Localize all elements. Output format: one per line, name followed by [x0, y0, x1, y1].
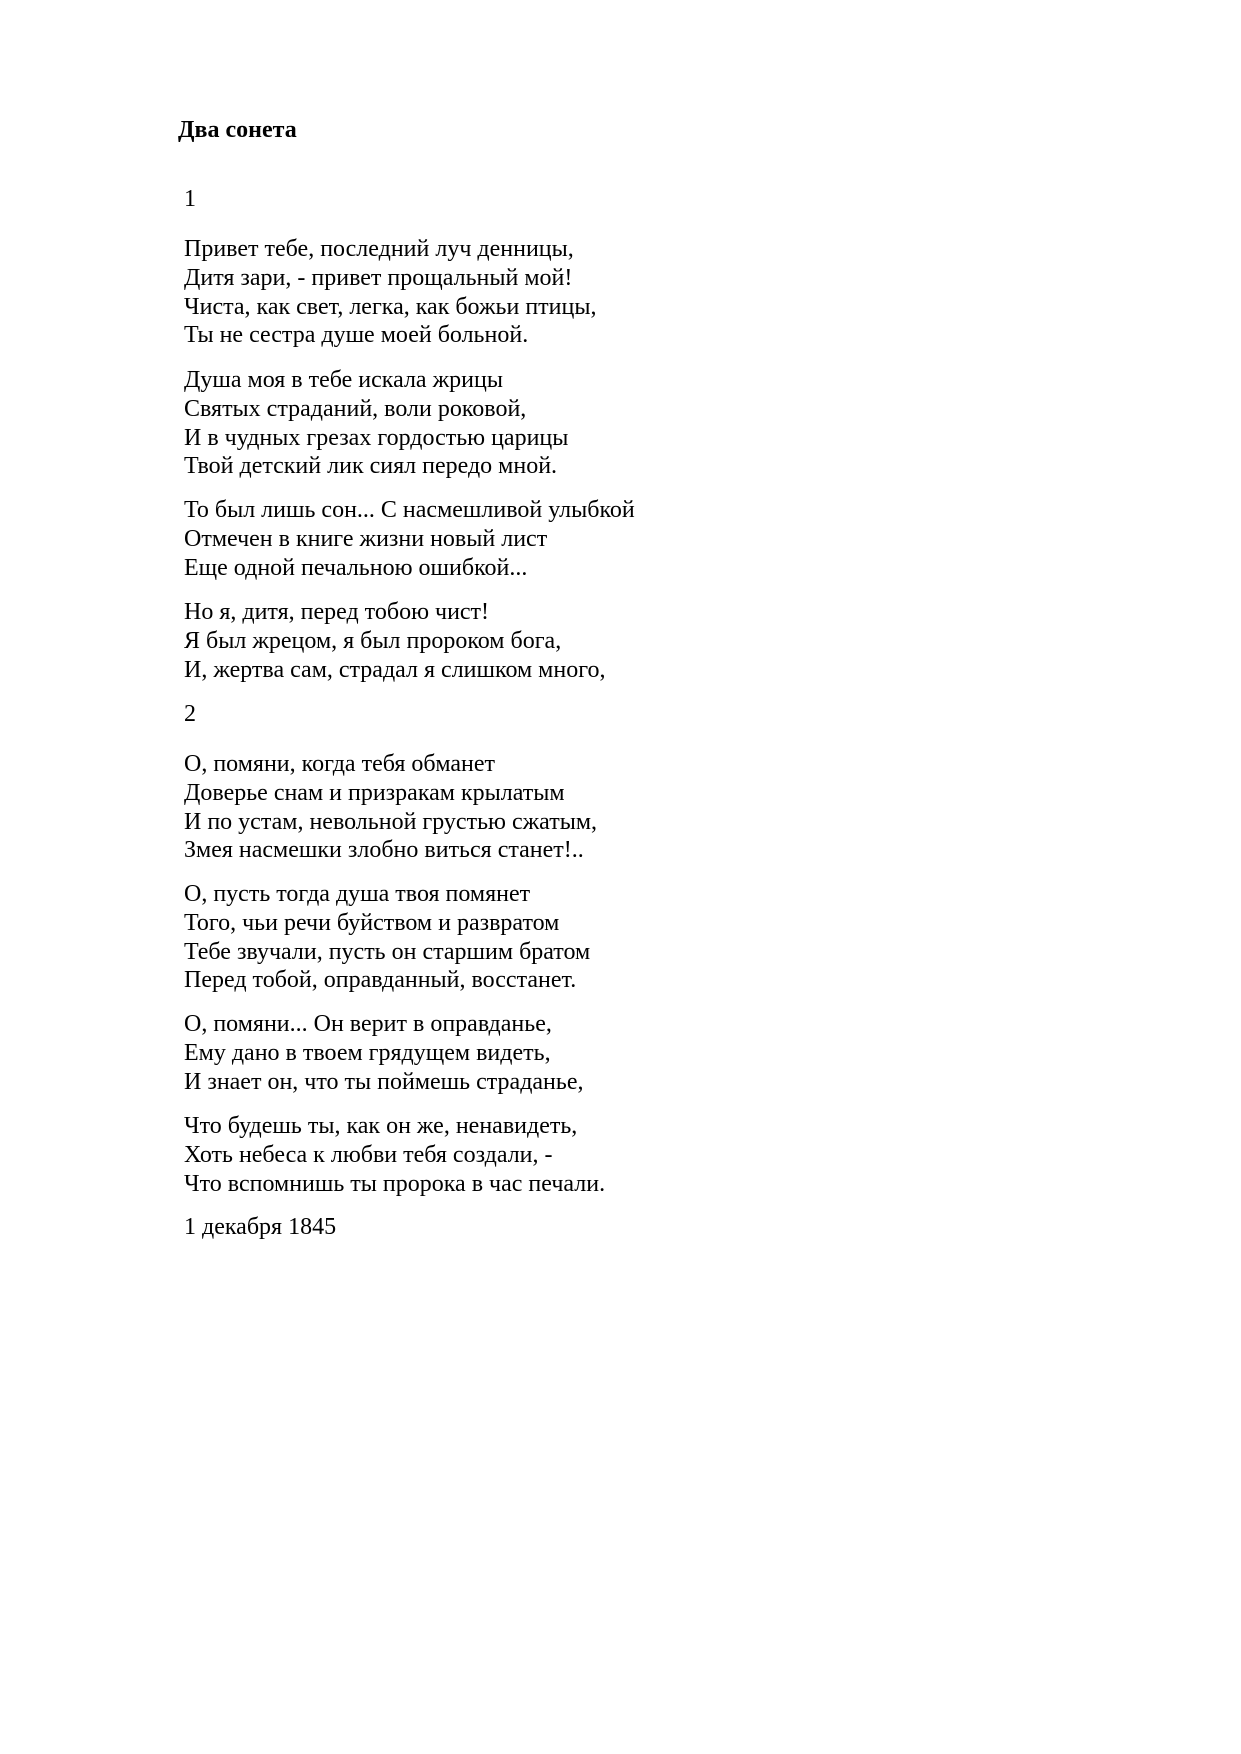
verse-line: Еще одной печальною ошибкой... [184, 554, 528, 581]
sonnet-2-stanza-1 [184, 750, 597, 865]
verse-line: Тебе звучали, пусть он старшим братом [184, 938, 591, 965]
verse-line: То был лишь сон... С насмешливой улыбкой [184, 497, 635, 523]
verse-line: Что вспомнишь ты пророка в час печали. [184, 1170, 606, 1197]
sonnet-2-stanza-3 [184, 1010, 584, 1096]
verse-line: Я был жрецом, я был пророком бога, [184, 627, 562, 654]
verse-line: Ты не сестра душе моей больной. [184, 322, 529, 349]
verse-line: Дитя зари, - привет прощальный мой! [184, 264, 573, 291]
sonnet-1-number: 1 [184, 186, 196, 212]
verse-line: Отмечен в книге жизни новый лист [184, 525, 548, 552]
verse-line: Святых страданий, воли роковой, [184, 395, 527, 422]
sonnet-1-stanza-4 [184, 598, 605, 684]
verse-line: Перед тобой, оправданный, восстанет. [184, 967, 577, 994]
sonnet-2-stanza-2 [184, 880, 590, 995]
verse-line: И по устам, невольной грустью сжатым, [184, 808, 598, 835]
poem-date: 1 декабря 1845 [184, 1214, 337, 1240]
sonnet-2-stanza-4 [184, 1112, 605, 1198]
page-title: Два сонета [178, 117, 297, 143]
verse-line: И, жертва сам, страдал я слишком много, [184, 656, 606, 683]
sonnet-1-stanza-1 [184, 235, 596, 350]
verse-line: Хоть небеса к любви тебя создали, - [184, 1141, 553, 1168]
verse-line: Что будешь ты, как он же, ненавидеть, [184, 1113, 578, 1139]
sonnet-1-stanza-2 [184, 366, 568, 481]
verse-line: И в чудных грезах гордостью царицы [184, 424, 569, 451]
sonnet-1-stanza-3 [184, 496, 635, 582]
verse-line: О, пусть тогда душа твоя помянет [184, 881, 531, 907]
verse-line: Ему дано в твоем грядущем видеть, [184, 1039, 551, 1066]
sonnet-2-number: 2 [184, 701, 196, 727]
verse-line: Доверье снам и призракам крылатым [184, 779, 565, 806]
verse-line: О, помяни, когда тебя обманет [184, 751, 496, 777]
verse-line: Твой детский лик сиял передо мной. [184, 453, 558, 480]
verse-line: И знает он, что ты поймешь страданье, [184, 1068, 584, 1095]
verse-line: Привет тебе, последний луч денницы, [184, 236, 574, 262]
verse-line: Змея насмешки злобно виться станет!.. [184, 837, 584, 864]
verse-line: Но я, дитя, перед тобою чист! [184, 599, 490, 625]
verse-line: Душа моя в тебе искала жрицы [184, 367, 503, 393]
verse-line: Того, чьи речи буйством и развратом [184, 909, 560, 936]
verse-line: О, помяни... Он верит в оправданье, [184, 1011, 552, 1037]
verse-line: Чиста, как свет, легка, как божьи птицы, [184, 293, 597, 320]
